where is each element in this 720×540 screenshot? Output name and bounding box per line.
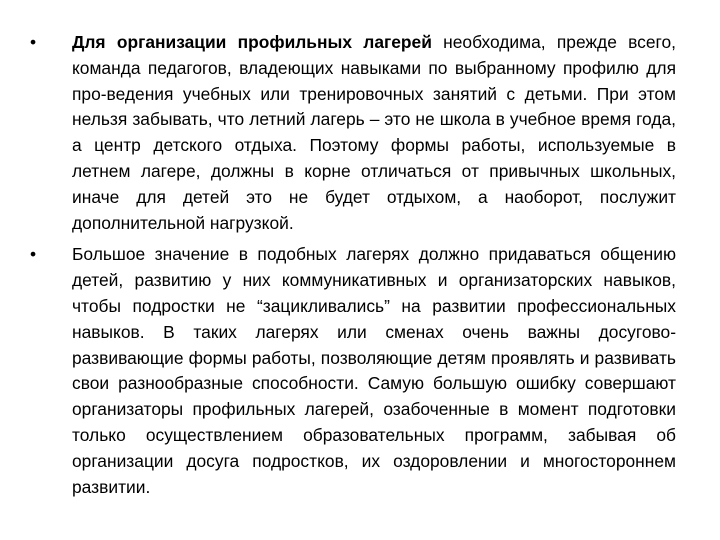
paragraph-text: Большое значение в подобных лагерях должно придаваться общению детей, развитию у них коммуникативных и организаторских навыков, чтобы подростки не “зацикливались” на развитии профессиональных навыков. В таких лагерях или сменах очень важны досугово-развивающие формы работы, позволяющие детям проявлять и развивать свои разнообразные способности. Самую большую ошибку совершают организаторы профильных лагерей, озабоченные в момент подготовки только осуществлением образовательных программ, забывая об организации досуга подростков, их оздоровлении и многостороннем развитии. bbox=[72, 244, 676, 497]
bullet-list bbox=[30, 30, 676, 506]
bullet-marker: • bbox=[30, 32, 37, 52]
bullet-item-2 bbox=[30, 242, 676, 500]
bold-lead-text: Для организации профильных лагерей bbox=[72, 32, 432, 52]
bullet-marker: • bbox=[30, 244, 37, 265]
bullet-item-1 bbox=[30, 30, 676, 236]
paragraph-text: необходима, прежде всего, команда педагогов, владеющих навыками по выбранному профилю для про-ведения учебных или тренировочных занятий с детьми. При этом нельзя забывать, что летний лагерь – это не школа в учебное время года, а центр детского отдыха. Поэтому формы работы, используемые в летнем лагере, должны в корне отличаться от привычных школьных, иначе для детей это не будет отдыхом, а наоборот, послужит дополнительной нагрузкой. bbox=[72, 32, 676, 233]
